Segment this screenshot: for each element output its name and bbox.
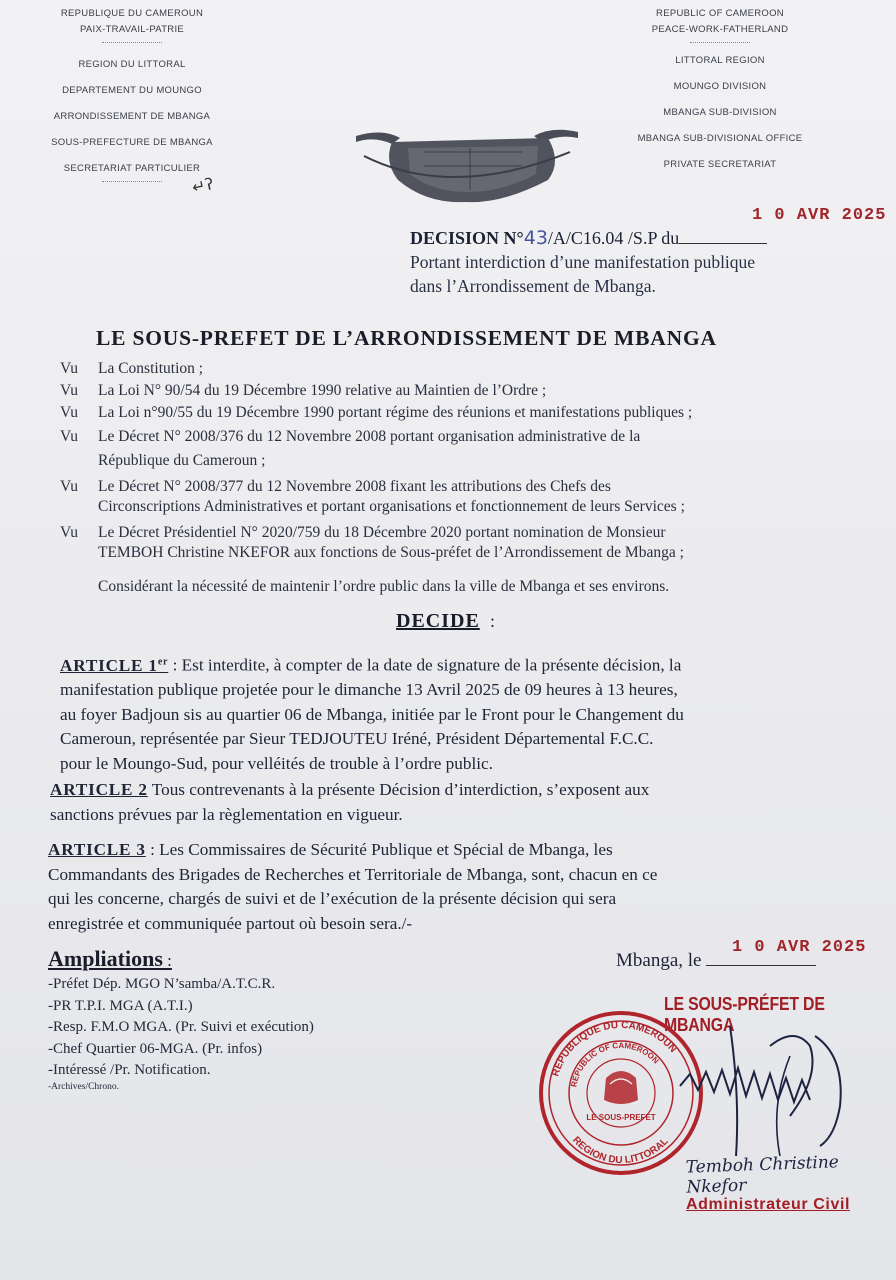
- ampliation-item: -Resp. F.M.O MGA. (Pr. Suivi et exécution): [48, 1019, 314, 1035]
- ampliation-item-small: -Archives/Chrono.: [48, 1081, 119, 1092]
- vu-continuation: République du Cameroun ;: [98, 452, 266, 469]
- vu-continuation: TEMBOH Christine NKEFOR aux fonctions de Sous-préfet de l’Arrondissement de Mbanga ;: [98, 544, 684, 561]
- article-line: pour le Moungo-Sud, pour velléités de trouble à l’ordre public.: [60, 753, 493, 773]
- ampliation-item: -Intéressé /Pr. Notification.: [48, 1062, 211, 1078]
- header-left-line: DEPARTEMENT DU MOUNGO: [62, 85, 202, 96]
- vu-item: [60, 380, 546, 402]
- article-2: [50, 778, 649, 827]
- date-stamp: 1 0 AVR 2025: [752, 206, 887, 225]
- vu-item: [60, 476, 611, 498]
- seal-text-top: REPUBLIQUE DU CAMEROUN: [550, 1019, 679, 1078]
- vu-label: Vu: [60, 524, 79, 541]
- decision-ref: /A/C16.04 /S.P du: [547, 228, 680, 248]
- article-text: Tous contrevenants à la présente Décision d’interdiction, s’exposent aux: [147, 780, 650, 799]
- place-label: Mbanga, le: [616, 950, 702, 971]
- vu-text: Le Décret Présidentiel N° 2020/759 du 18 Décembre 2020 portant nomination de Monsieur: [98, 524, 666, 541]
- article-2-label: ARTICLE 2: [50, 780, 148, 799]
- vu-item: [60, 402, 692, 424]
- article-1-label: ARTICLE 1er: [60, 655, 169, 675]
- decide-heading: DECIDE: [396, 610, 480, 632]
- header-left-line: SECRETARIAT PARTICULIER: [63, 163, 201, 174]
- decision-reference: [410, 226, 767, 250]
- handwritten-signature: [620, 1016, 870, 1166]
- handwritten-mark: ↵ʔ: [190, 173, 216, 198]
- article-line: qui les concerne, chargés de suivi et de l’exécution de la présente décision qui sera: [48, 889, 617, 908]
- header-left-line: REPUBLIQUE DU CAMEROUN: [60, 8, 204, 19]
- signatory-role: [686, 1196, 850, 1214]
- header-left-line: SOUS-PREFECTURE DE MBANGA: [51, 137, 213, 148]
- header-right: [610, 8, 830, 185]
- header-right-line: MBANGA SUB-DIVISIONAL OFFICE: [637, 133, 803, 144]
- decision-subject-line: Portant interdiction d’une manifestation publique: [410, 252, 756, 272]
- vu-item: [60, 522, 666, 544]
- authority-title: LE SOUS-PREFET DE L’ARRONDISSEMENT DE MBANGA: [96, 326, 717, 350]
- divider: [102, 40, 162, 43]
- vu-text: Le Décret N° 2008/376 du 12 Novembre 2008 portant organisation administrative de la: [98, 428, 641, 445]
- vu-label: Vu: [60, 478, 79, 495]
- decision-subject-line: dans l’Arrondissement de Mbanga.: [410, 276, 656, 296]
- header-right-line: REPUBLIC OF CAMEROON: [656, 8, 784, 19]
- date-blank-line: [679, 229, 767, 244]
- seal-text-bottom: REGION DU LITTORAL: [570, 1134, 671, 1167]
- ampliation-item: -Chef Quartier 06-MGA. (Pr. infos): [48, 1040, 263, 1057]
- signatory-role-text: Administrateur Civil: [686, 1196, 851, 1213]
- article-line: Cameroun, représentée par Sieur TEDJOUTEU Iréné, Président Départemental F.C.C.: [60, 729, 654, 749]
- header-left-line: ARRONDISSEMENT DE MBANGA: [53, 111, 211, 122]
- ampliation-item: -PR T.P.I. MGA (A.T.I.): [48, 997, 193, 1014]
- article-text: : Les Commissaires de Sécurité Publique et Spécial de Mbanga, les: [150, 840, 613, 859]
- header-right-line: MBANGA SUB-DIVISION: [663, 107, 777, 118]
- article-text: : Est interdite, à compter de la date de signature de la présente décision, la: [172, 655, 682, 675]
- decision-number-handwritten: 43: [523, 227, 548, 249]
- article-line: enregistrée et communiquée partout où besoin sera./-: [48, 913, 413, 933]
- date-stamp: 1 0 AVR 2025: [732, 938, 867, 957]
- header-right-line: PEACE-WORK-FATHERLAND: [651, 24, 789, 35]
- considerant-text: Considérant la nécessité de maintenir l’ordre public dans la ville de Mbanga et ses environs.: [98, 578, 670, 595]
- header-left-line: REGION DU LITTORAL: [78, 59, 186, 70]
- vu-text: Le Décret N° 2008/377 du 12 Novembre 2008 fixant les attributions des Chefs des: [98, 478, 611, 495]
- article-3-label: ARTICLE 3: [48, 840, 146, 859]
- decide-colon: :: [490, 611, 496, 631]
- divider: [690, 40, 750, 43]
- vu-item: [60, 358, 203, 380]
- ampliations-title: Ampliations :: [48, 946, 172, 971]
- vu-continuation: Circonscriptions Administratives et portant organisations et fonctionnement de leurs Services ;: [98, 498, 685, 515]
- header-left-line: PAIX-TRAVAIL-PATRIE: [79, 24, 185, 35]
- coat-of-arms-emblem: [352, 122, 582, 206]
- divider: [102, 179, 162, 182]
- article-line: au foyer Badjoun sis au quartier 06 de Mbanga, initiée par le Front pour le Changement du: [60, 704, 684, 724]
- vu-item: [60, 426, 640, 448]
- article-line: sanctions prévues par la règlementation en vigueur.: [50, 804, 403, 824]
- decision-prefix: DECISION N°: [410, 228, 524, 248]
- vu-label: Vu: [60, 360, 79, 377]
- article-1: [60, 650, 684, 776]
- header-left: [22, 8, 242, 182]
- ampliations-title-text: Ampliations: [48, 946, 163, 971]
- ampliations-list: [48, 974, 314, 1092]
- header-right-line: PRIVATE SECRETARIAT: [663, 159, 777, 170]
- signatory-title: LE SOUS-PRÉFET DE MBANGA: [664, 994, 825, 1035]
- article-line: [48, 838, 657, 863]
- header-right-line: LITTORAL REGION: [675, 55, 765, 66]
- vu-text: La Constitution ;: [98, 360, 204, 377]
- vu-text: La Loi n°90/55 du 19 Décembre 1990 portant régime des réunions et manifestations publiques ;: [98, 404, 693, 421]
- vu-label: Vu: [60, 382, 79, 399]
- signatory-name: Temboh Christine Nkefor: [685, 1152, 840, 1198]
- article-line: [60, 650, 684, 678]
- seal-text-inner: REPUBLIC OF CAMEROON: [569, 1040, 661, 1088]
- vu-text: La Loi N° 90/54 du 19 Décembre 1990 relative au Maintien de l’Ordre ;: [98, 382, 547, 399]
- vu-label: Vu: [60, 428, 79, 445]
- ampliation-item: -Préfet Dép. MGO N’samba/A.T.C.R.: [48, 976, 276, 992]
- article-line: [50, 778, 649, 803]
- article-line: manifestation publique projetée pour le dimanche 13 Avril 2025 de 09 heures à 13 heures,: [60, 680, 678, 700]
- article-3: [48, 838, 657, 936]
- header-right-line: MOUNGO DIVISION: [673, 81, 767, 92]
- decision-subject: [410, 250, 755, 298]
- vu-label: Vu: [60, 404, 79, 421]
- article-line: Commandants des Brigades de Recherches et Territoriale de Mbanga, sont, chacun en ce: [48, 864, 658, 884]
- seal-center-text: LE SOUS-PREFET: [586, 1113, 656, 1122]
